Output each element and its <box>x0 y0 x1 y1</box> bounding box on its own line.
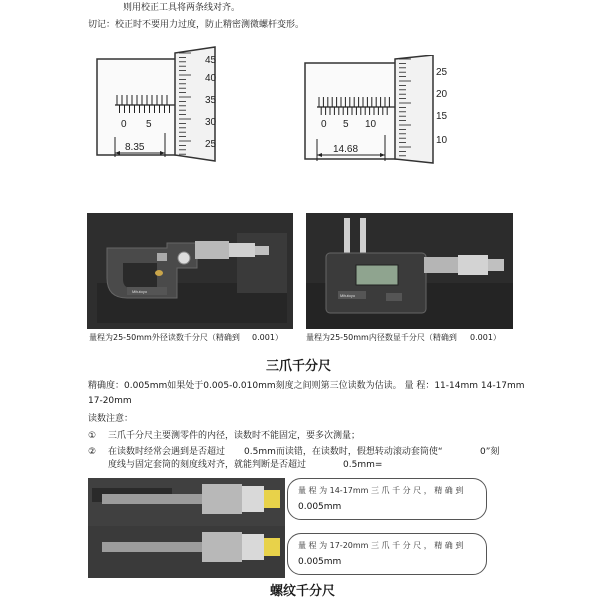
callout-14-17 <box>287 478 487 520</box>
thimble-number: 40 <box>205 73 217 84</box>
note-1-marker: ① <box>88 431 97 441</box>
accuracy-line-2: 17-20mm <box>88 396 132 406</box>
callout-value: 0.005mm <box>298 557 342 567</box>
photo-inside-digital-micrometer <box>306 213 513 329</box>
caption-left-value: 0.001） <box>252 333 283 342</box>
caption-right: 量程为25-50mm内径数显千分尺（精确到 <box>306 333 457 342</box>
note-2-line-1b: 0.5mm而读错，在读数时，假想转动滚动套筒使“ <box>244 447 443 457</box>
micrometer-scale-diagram-left <box>95 45 275 163</box>
thimble-number: 45 <box>205 55 217 66</box>
thimble-number: 15 <box>436 111 448 122</box>
note-2-line-1a: 在读数时经常会遇到是否超过 <box>108 447 226 457</box>
thimble-number: 25 <box>205 139 217 150</box>
note-2-marker: ② <box>88 447 97 457</box>
thimble-number: 35 <box>205 95 217 106</box>
brand-label: Mitutoyo <box>132 289 148 294</box>
section-title-thread-micrometer: 螺纹千分尺 <box>270 584 336 599</box>
note-2-line-2a: 度线与固定套筒的刻度线对齐，就能判断是否超过 <box>108 460 307 470</box>
reading-value: 14.68 <box>333 144 359 155</box>
accuracy-line-1: 精确度：0.005mm如果处于0.005-0.010mm刻度之间则第三位读数为估读。 量 程：11-14mm 14-17mm <box>88 381 525 391</box>
sleeve-number: 5 <box>343 119 349 130</box>
callout-text: 量 程 为 14-17mm 三 爪 千 分 尺 ， 精 确 到 <box>298 486 464 495</box>
sleeve-number: 5 <box>146 119 152 130</box>
brand-label: Mitutoyo <box>340 293 356 298</box>
thimble-number: 25 <box>436 67 448 78</box>
sleeve-number: 10 <box>365 119 377 130</box>
lcd-display <box>356 265 398 285</box>
photo-three-jaw-micrometers <box>88 478 285 578</box>
section-title-three-jaw: 三爪千分尺 <box>266 359 332 374</box>
callout-17-20 <box>287 533 487 575</box>
notes-heading: 读数注意： <box>88 414 134 424</box>
caption-right-value: 0.001） <box>470 333 501 342</box>
thimble-number: 20 <box>436 89 448 100</box>
sleeve-number: 0 <box>321 119 327 130</box>
thimble-number: 10 <box>436 135 448 146</box>
photo-outside-micrometer <box>87 213 293 329</box>
intro-line: 则用校正工具将两条线对齐。 <box>123 3 241 13</box>
thimble-number: 30 <box>205 117 217 128</box>
note-2-line-1c: 0”刻 <box>480 447 500 457</box>
reading-value: 8.35 <box>125 142 145 153</box>
sleeve-number: 0 <box>121 119 127 130</box>
callout-value: 0.005mm <box>298 502 342 512</box>
callout-text: 量 程 为 17-20mm 三 爪 千 分 尺 ， 精 确 到 <box>298 541 464 550</box>
warning-line: 切记：校正时不要用力过度，防止精密测微螺杆变形。 <box>88 20 305 30</box>
caption-left: 量程为25-50mm外径读数千分尺（精确到 <box>89 333 240 342</box>
note-2-line-2b: 0.5mm= <box>343 460 383 470</box>
micrometer-scale-diagram-right <box>303 55 503 167</box>
note-1-text: 三爪千分尺主要测零件的内径，读数时不能固定，要多次测量； <box>108 431 361 441</box>
